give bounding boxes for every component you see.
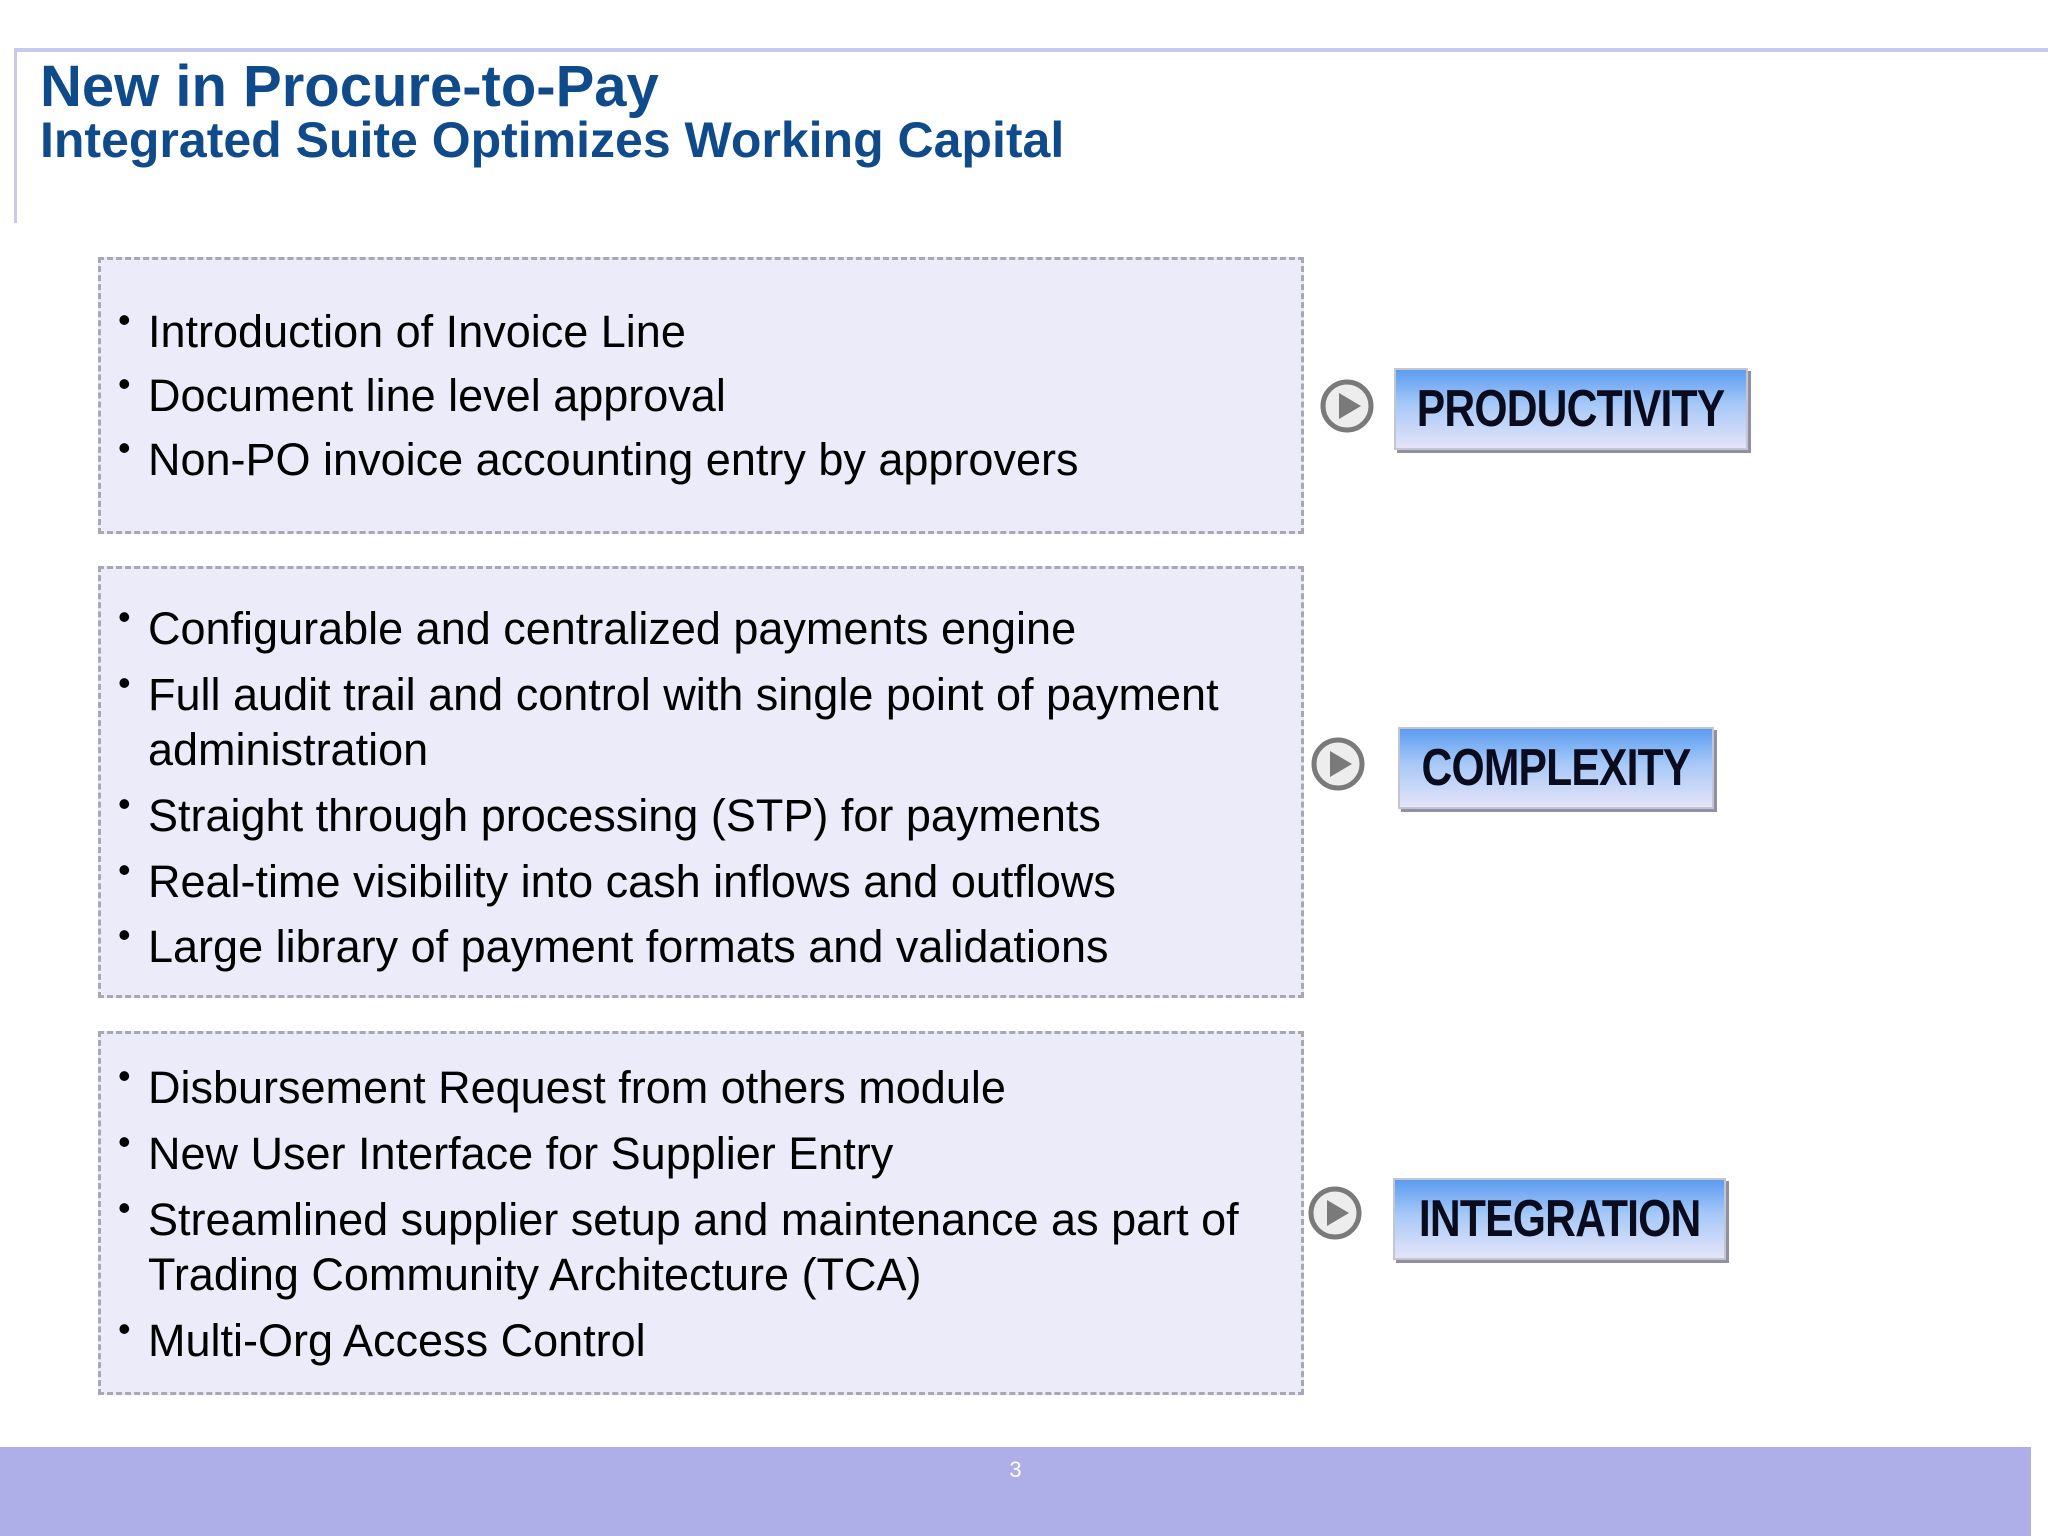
- play-circle-icon: [1307, 1185, 1363, 1241]
- productivity-tag: [1394, 368, 1748, 450]
- header-top-rule: [14, 48, 2048, 52]
- productivity-bullet-panel: [98, 257, 1304, 534]
- bullet-item: • New User Interface for Supplier Entry: [101, 1127, 1301, 1182]
- complexity-bullet-panel: [98, 566, 1304, 998]
- productivity-tag-label: PRODUCTIVITY: [1417, 380, 1725, 438]
- bullet-item: • Real-time visibility into cash inflows and outflows: [101, 855, 1301, 910]
- bullet-item: • Non-PO invoice accounting entry by approvers: [101, 433, 1301, 488]
- bullet-item: • Configurable and centralized payments engine: [101, 602, 1301, 657]
- page-number: 3: [1009, 1457, 1022, 1482]
- page-subtitle: Integrated Suite Optimizes Working Capital: [40, 112, 1065, 168]
- integration-tag-label: INTEGRATION: [1418, 1190, 1701, 1248]
- bullet-item: • Multi-Org Access Control: [101, 1314, 1301, 1369]
- play-circle-icon: [1310, 736, 1366, 792]
- bullet-list: [101, 305, 1301, 488]
- bullet-item: • Large library of payment formats and validations: [101, 920, 1301, 975]
- bullet-list: [101, 602, 1301, 975]
- complexity-tag-label: COMPLEXITY: [1421, 739, 1691, 797]
- bullet-item: • Full audit trail and control with single point of payment administration: [101, 668, 1301, 778]
- header-left-rule: [14, 48, 17, 223]
- bullet-item: • Introduction of Invoice Line: [101, 305, 1301, 360]
- bullet-item: • Streamlined supplier setup and maintenance as part of Trading Community Architecture (TCA): [101, 1193, 1301, 1303]
- complexity-tag: [1398, 727, 1714, 809]
- footer-bar: [0, 1447, 2031, 1536]
- bullet-item: • Disbursement Request from others module: [101, 1061, 1301, 1116]
- play-circle-icon: [1319, 378, 1375, 434]
- integration-tag: [1393, 1178, 1726, 1260]
- integration-bullet-panel: [98, 1031, 1304, 1395]
- page-title: New in Procure-to-Pay: [40, 54, 659, 119]
- bullet-item: • Straight through processing (STP) for payments: [101, 789, 1301, 844]
- bullet-item: • Document line level approval: [101, 369, 1301, 424]
- bullet-list: [101, 1061, 1301, 1368]
